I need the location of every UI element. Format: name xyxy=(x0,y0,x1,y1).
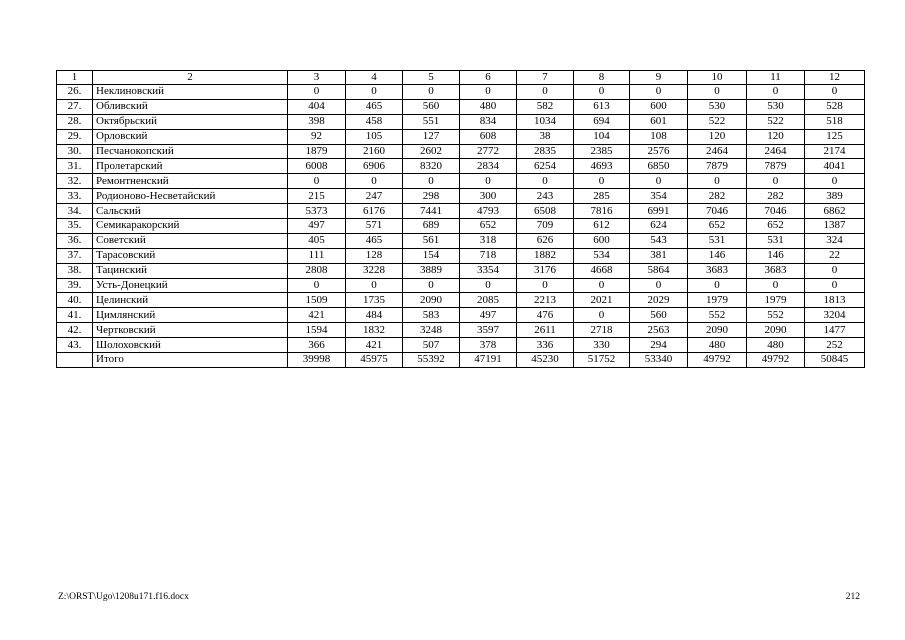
district-name: Пролетарский xyxy=(93,159,288,174)
value-cell: 6254 xyxy=(517,159,574,174)
value-cell: 2772 xyxy=(460,144,517,159)
column-number-header: 6 xyxy=(460,71,517,85)
value-cell: 1813 xyxy=(805,293,865,308)
district-name: Родионово-Несветайский xyxy=(93,189,288,204)
column-number-header: 1 xyxy=(57,71,93,85)
row-number: 37. xyxy=(57,248,93,263)
district-name: Ремонтненский xyxy=(93,174,288,189)
table-row xyxy=(57,144,865,159)
footer-file-path: Z:\ORST\Ugo\1208u171.f16.docx xyxy=(58,592,189,602)
value-cell: 497 xyxy=(460,308,517,323)
district-name: Семикаракорский xyxy=(93,219,288,234)
value-cell: 6508 xyxy=(517,204,574,219)
row-number: 33. xyxy=(57,189,93,204)
value-cell: 247 xyxy=(346,189,403,204)
column-number-header: 5 xyxy=(403,71,460,85)
value-cell: 1387 xyxy=(805,219,865,234)
value-cell: 694 xyxy=(574,114,630,129)
row-number: 39. xyxy=(57,278,93,293)
value-cell: 2576 xyxy=(630,144,688,159)
value-cell: 45975 xyxy=(346,353,403,368)
value-cell: 2611 xyxy=(517,323,574,338)
district-name: Советский xyxy=(93,233,288,248)
value-cell: 1882 xyxy=(517,248,574,263)
value-cell: 154 xyxy=(403,248,460,263)
value-cell: 522 xyxy=(688,114,747,129)
table-row xyxy=(57,99,865,114)
value-cell: 39998 xyxy=(288,353,346,368)
value-cell: 0 xyxy=(630,85,688,100)
value-cell: 3204 xyxy=(805,308,865,323)
value-cell: 534 xyxy=(574,248,630,263)
value-cell: 0 xyxy=(346,278,403,293)
value-cell: 0 xyxy=(574,278,630,293)
data-table xyxy=(56,70,865,368)
value-cell: 120 xyxy=(747,129,805,144)
district-name: Орловский xyxy=(93,129,288,144)
value-cell: 601 xyxy=(630,114,688,129)
value-cell: 3228 xyxy=(346,263,403,278)
value-cell: 600 xyxy=(630,99,688,114)
value-cell: 834 xyxy=(460,114,517,129)
value-cell: 105 xyxy=(346,129,403,144)
value-cell: 0 xyxy=(688,85,747,100)
value-cell: 718 xyxy=(460,248,517,263)
value-cell: 552 xyxy=(688,308,747,323)
value-cell: 709 xyxy=(517,219,574,234)
value-cell: 6991 xyxy=(630,204,688,219)
value-cell: 8320 xyxy=(403,159,460,174)
value-cell: 3597 xyxy=(460,323,517,338)
value-cell: 0 xyxy=(805,278,865,293)
district-name: Шолоховский xyxy=(93,338,288,353)
row-number: 29. xyxy=(57,129,93,144)
value-cell: 3354 xyxy=(460,263,517,278)
row-number: 40. xyxy=(57,293,93,308)
value-cell: 398 xyxy=(288,114,346,129)
value-cell: 530 xyxy=(688,99,747,114)
district-name: Неклиновский xyxy=(93,85,288,100)
value-cell: 0 xyxy=(460,85,517,100)
value-cell: 252 xyxy=(805,338,865,353)
value-cell: 552 xyxy=(747,308,805,323)
table-row xyxy=(57,233,865,248)
value-cell: 652 xyxy=(460,219,517,234)
value-cell: 366 xyxy=(288,338,346,353)
value-cell: 689 xyxy=(403,219,460,234)
district-name: Тарасовский xyxy=(93,248,288,263)
value-cell: 378 xyxy=(460,338,517,353)
value-cell: 652 xyxy=(747,219,805,234)
value-cell: 530 xyxy=(747,99,805,114)
value-cell: 127 xyxy=(403,129,460,144)
column-number-header: 3 xyxy=(288,71,346,85)
value-cell: 53340 xyxy=(630,353,688,368)
row-number: 26. xyxy=(57,85,93,100)
value-cell: 282 xyxy=(747,189,805,204)
value-cell: 1509 xyxy=(288,293,346,308)
value-cell: 7046 xyxy=(747,204,805,219)
value-cell: 0 xyxy=(630,174,688,189)
value-cell: 522 xyxy=(747,114,805,129)
value-cell: 0 xyxy=(346,174,403,189)
table-row xyxy=(57,338,865,353)
value-cell: 2718 xyxy=(574,323,630,338)
district-name: Сальский xyxy=(93,204,288,219)
value-cell: 0 xyxy=(403,85,460,100)
value-cell: 561 xyxy=(403,233,460,248)
table-row xyxy=(57,308,865,323)
value-cell: 1735 xyxy=(346,293,403,308)
value-cell: 480 xyxy=(688,338,747,353)
value-cell: 2563 xyxy=(630,323,688,338)
value-cell: 582 xyxy=(517,99,574,114)
district-name: Песчанокопский xyxy=(93,144,288,159)
value-cell: 3176 xyxy=(517,263,574,278)
column-number-header: 8 xyxy=(574,71,630,85)
value-cell: 285 xyxy=(574,189,630,204)
value-cell: 518 xyxy=(805,114,865,129)
value-cell: 1832 xyxy=(346,323,403,338)
table-row xyxy=(57,323,865,338)
value-cell: 2808 xyxy=(288,263,346,278)
value-cell: 0 xyxy=(517,174,574,189)
value-cell: 104 xyxy=(574,129,630,144)
table-row xyxy=(57,293,865,308)
column-number-header: 10 xyxy=(688,71,747,85)
value-cell: 612 xyxy=(574,219,630,234)
value-cell: 55392 xyxy=(403,353,460,368)
value-cell: 1594 xyxy=(288,323,346,338)
value-cell: 51752 xyxy=(574,353,630,368)
value-cell: 0 xyxy=(403,278,460,293)
table-row xyxy=(57,129,865,144)
value-cell: 480 xyxy=(460,99,517,114)
value-cell: 0 xyxy=(805,85,865,100)
value-cell: 6850 xyxy=(630,159,688,174)
column-number-header: 7 xyxy=(517,71,574,85)
table-row xyxy=(57,263,865,278)
value-cell: 0 xyxy=(288,174,346,189)
value-cell: 0 xyxy=(630,278,688,293)
district-name: Тацинский xyxy=(93,263,288,278)
value-cell: 458 xyxy=(346,114,403,129)
value-cell: 1477 xyxy=(805,323,865,338)
table-row xyxy=(57,248,865,263)
value-cell: 528 xyxy=(805,99,865,114)
row-number: 32. xyxy=(57,174,93,189)
value-cell: 6008 xyxy=(288,159,346,174)
row-number: 31. xyxy=(57,159,93,174)
value-cell: 421 xyxy=(346,338,403,353)
value-cell: 125 xyxy=(805,129,865,144)
row-number: 28. xyxy=(57,114,93,129)
district-name: Итого xyxy=(93,353,288,368)
column-number-header: 4 xyxy=(346,71,403,85)
value-cell: 571 xyxy=(346,219,403,234)
value-cell: 2834 xyxy=(460,159,517,174)
value-cell: 0 xyxy=(747,278,805,293)
table-row xyxy=(57,278,865,293)
value-cell: 38 xyxy=(517,129,574,144)
value-cell: 404 xyxy=(288,99,346,114)
value-cell: 128 xyxy=(346,248,403,263)
value-cell: 1979 xyxy=(747,293,805,308)
value-cell: 7046 xyxy=(688,204,747,219)
value-cell: 0 xyxy=(805,174,865,189)
row-number: 34. xyxy=(57,204,93,219)
value-cell: 146 xyxy=(747,248,805,263)
value-cell: 2464 xyxy=(747,144,805,159)
value-cell: 2090 xyxy=(747,323,805,338)
value-cell: 608 xyxy=(460,129,517,144)
value-cell: 405 xyxy=(288,233,346,248)
value-cell: 0 xyxy=(747,174,805,189)
table-body xyxy=(57,71,865,368)
value-cell: 0 xyxy=(747,85,805,100)
value-cell: 5373 xyxy=(288,204,346,219)
value-cell: 560 xyxy=(630,308,688,323)
value-cell: 1979 xyxy=(688,293,747,308)
row-number: 38. xyxy=(57,263,93,278)
row-number: 30. xyxy=(57,144,93,159)
value-cell: 282 xyxy=(688,189,747,204)
footer-page-number: 212 xyxy=(845,592,860,602)
row-number: 36. xyxy=(57,233,93,248)
value-cell: 0 xyxy=(688,278,747,293)
value-cell: 50845 xyxy=(805,353,865,368)
value-cell: 324 xyxy=(805,233,865,248)
value-cell: 108 xyxy=(630,129,688,144)
value-cell: 318 xyxy=(460,233,517,248)
district-name: Октябрьский xyxy=(93,114,288,129)
value-cell: 120 xyxy=(688,129,747,144)
district-name: Целинский xyxy=(93,293,288,308)
value-cell: 354 xyxy=(630,189,688,204)
value-cell: 497 xyxy=(288,219,346,234)
table-header-row xyxy=(57,71,865,85)
value-cell: 421 xyxy=(288,308,346,323)
value-cell: 531 xyxy=(747,233,805,248)
table-row xyxy=(57,159,865,174)
value-cell: 4693 xyxy=(574,159,630,174)
value-cell: 300 xyxy=(460,189,517,204)
value-cell: 0 xyxy=(517,278,574,293)
value-cell: 0 xyxy=(574,308,630,323)
row-number: 41. xyxy=(57,308,93,323)
value-cell: 551 xyxy=(403,114,460,129)
district-name: Усть-Донецкий xyxy=(93,278,288,293)
value-cell: 2602 xyxy=(403,144,460,159)
value-cell: 560 xyxy=(403,99,460,114)
value-cell: 6862 xyxy=(805,204,865,219)
value-cell: 7441 xyxy=(403,204,460,219)
district-name: Чертковский xyxy=(93,323,288,338)
table-row xyxy=(57,219,865,234)
value-cell: 3248 xyxy=(403,323,460,338)
row-number xyxy=(57,353,93,368)
value-cell: 0 xyxy=(346,85,403,100)
value-cell: 465 xyxy=(346,99,403,114)
table-row xyxy=(57,204,865,219)
value-cell: 652 xyxy=(688,219,747,234)
value-cell: 2213 xyxy=(517,293,574,308)
value-cell: 330 xyxy=(574,338,630,353)
value-cell: 215 xyxy=(288,189,346,204)
value-cell: 0 xyxy=(574,174,630,189)
value-cell: 624 xyxy=(630,219,688,234)
value-cell: 336 xyxy=(517,338,574,353)
value-cell: 294 xyxy=(630,338,688,353)
value-cell: 626 xyxy=(517,233,574,248)
value-cell: 7816 xyxy=(574,204,630,219)
value-cell: 0 xyxy=(403,174,460,189)
value-cell: 465 xyxy=(346,233,403,248)
value-cell: 583 xyxy=(403,308,460,323)
table-row xyxy=(57,189,865,204)
column-number-header: 2 xyxy=(93,71,288,85)
value-cell: 4041 xyxy=(805,159,865,174)
value-cell: 1879 xyxy=(288,144,346,159)
value-cell: 480 xyxy=(747,338,805,353)
value-cell: 0 xyxy=(517,85,574,100)
value-cell: 2385 xyxy=(574,144,630,159)
value-cell: 4668 xyxy=(574,263,630,278)
value-cell: 0 xyxy=(460,278,517,293)
column-number-header: 11 xyxy=(747,71,805,85)
row-number: 35. xyxy=(57,219,93,234)
value-cell: 3683 xyxy=(747,263,805,278)
value-cell: 92 xyxy=(288,129,346,144)
value-cell: 0 xyxy=(688,174,747,189)
value-cell: 2174 xyxy=(805,144,865,159)
table-row xyxy=(57,174,865,189)
row-number: 42. xyxy=(57,323,93,338)
column-number-header: 9 xyxy=(630,71,688,85)
value-cell: 2835 xyxy=(517,144,574,159)
value-cell: 2085 xyxy=(460,293,517,308)
value-cell: 45230 xyxy=(517,353,574,368)
value-cell: 22 xyxy=(805,248,865,263)
value-cell: 389 xyxy=(805,189,865,204)
value-cell: 2090 xyxy=(688,323,747,338)
value-cell: 531 xyxy=(688,233,747,248)
value-cell: 4793 xyxy=(460,204,517,219)
row-number: 43. xyxy=(57,338,93,353)
value-cell: 49792 xyxy=(688,353,747,368)
value-cell: 5864 xyxy=(630,263,688,278)
value-cell: 49792 xyxy=(747,353,805,368)
value-cell: 3889 xyxy=(403,263,460,278)
value-cell: 484 xyxy=(346,308,403,323)
table-row xyxy=(57,114,865,129)
value-cell: 613 xyxy=(574,99,630,114)
value-cell: 6176 xyxy=(346,204,403,219)
value-cell: 2160 xyxy=(346,144,403,159)
value-cell: 243 xyxy=(517,189,574,204)
value-cell: 0 xyxy=(288,85,346,100)
table-total-row xyxy=(57,353,865,368)
value-cell: 7879 xyxy=(688,159,747,174)
value-cell: 2021 xyxy=(574,293,630,308)
district-name: Цимлянский xyxy=(93,308,288,323)
value-cell: 0 xyxy=(460,174,517,189)
value-cell: 111 xyxy=(288,248,346,263)
value-cell: 7879 xyxy=(747,159,805,174)
value-cell: 47191 xyxy=(460,353,517,368)
value-cell: 476 xyxy=(517,308,574,323)
value-cell: 0 xyxy=(574,85,630,100)
value-cell: 543 xyxy=(630,233,688,248)
value-cell: 507 xyxy=(403,338,460,353)
value-cell: 3683 xyxy=(688,263,747,278)
value-cell: 2090 xyxy=(403,293,460,308)
value-cell: 381 xyxy=(630,248,688,263)
value-cell: 0 xyxy=(805,263,865,278)
row-number: 27. xyxy=(57,99,93,114)
value-cell: 146 xyxy=(688,248,747,263)
value-cell: 298 xyxy=(403,189,460,204)
value-cell: 2464 xyxy=(688,144,747,159)
value-cell: 600 xyxy=(574,233,630,248)
column-number-header: 12 xyxy=(805,71,865,85)
district-name: Обливский xyxy=(93,99,288,114)
value-cell: 6906 xyxy=(346,159,403,174)
table-row xyxy=(57,85,865,100)
value-cell: 2029 xyxy=(630,293,688,308)
value-cell: 1034 xyxy=(517,114,574,129)
value-cell: 0 xyxy=(288,278,346,293)
